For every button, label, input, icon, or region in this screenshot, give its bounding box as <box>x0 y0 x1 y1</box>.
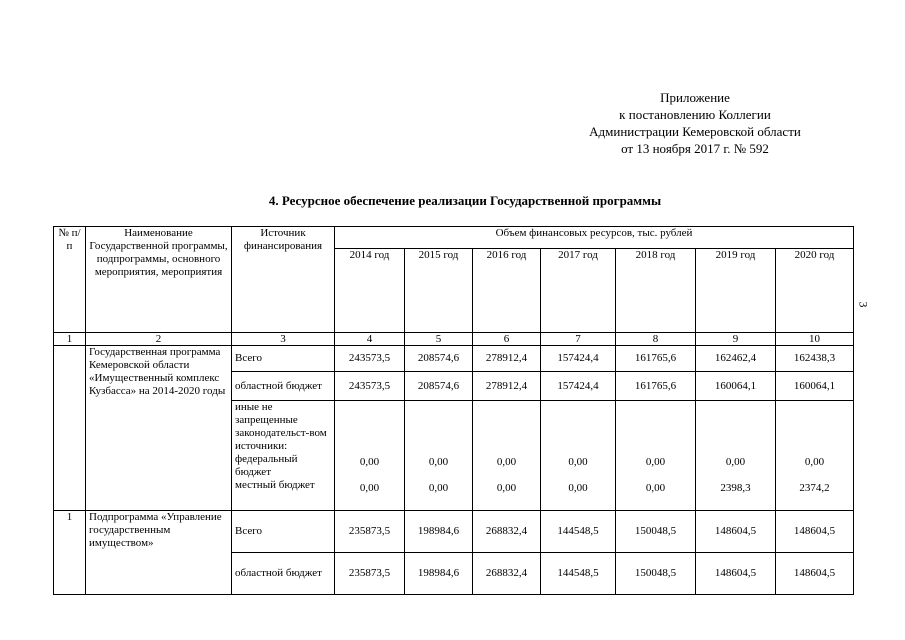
value-cell: 144548,5 <box>541 511 616 553</box>
header-year: 2014 год <box>335 249 405 333</box>
subprogram-no: 1 <box>54 511 86 595</box>
header-year: 2015 год <box>405 249 473 333</box>
value-cell: 278912,4 <box>473 372 541 401</box>
appendix-line: к постановлению Коллегии <box>619 107 771 122</box>
table-row <box>54 346 854 372</box>
value-cell: 198984,6 <box>405 511 473 553</box>
value-cell: 148604,5 <box>696 511 776 553</box>
value-cell: 198984,6 <box>405 553 473 595</box>
appendix-line: Приложение <box>660 90 730 105</box>
column-number: 2 <box>86 333 232 346</box>
column-number: 6 <box>473 333 541 346</box>
header-name: Наименование Государственной программы, подпрограммы, основного мероприятия, мероприятия <box>86 227 232 333</box>
value-cell: 208574,6 <box>405 372 473 401</box>
page-number: 3 <box>856 301 871 308</box>
column-number: 4 <box>335 333 405 346</box>
source-federal-label: федеральный бюджет <box>235 453 298 478</box>
value-cell: 150048,5 <box>616 511 696 553</box>
value-cell: 0,00 <box>645 456 666 468</box>
value-stack-cell <box>541 401 616 511</box>
header-year: 2019 год <box>696 249 776 333</box>
value-stack-cell <box>335 401 405 511</box>
value-cell: 148604,5 <box>776 511 854 553</box>
column-number: 3 <box>232 333 335 346</box>
program-name: Государственная программа Кемеровской области «Имущественный комплекс Кузбасса» на 2014-2020 годы <box>86 346 232 511</box>
value-cell: 0,00 <box>428 456 449 468</box>
value-cell: 235873,5 <box>335 553 405 595</box>
header-source: Источник финансирования <box>232 227 335 333</box>
value-cell: 235873,5 <box>335 511 405 553</box>
value-cell: 160064,1 <box>776 372 854 401</box>
column-number: 10 <box>776 333 854 346</box>
column-number: 7 <box>541 333 616 346</box>
header-volume: Объем финансовых ресурсов, тыс. рублей <box>335 227 854 249</box>
appendix-header <box>560 89 830 157</box>
program-no-cell <box>54 346 86 511</box>
value-cell: 162462,4 <box>696 346 776 372</box>
value-cell: 161765,6 <box>616 372 696 401</box>
value-cell: 0,00 <box>568 482 588 494</box>
value-stack-cell <box>473 401 541 511</box>
table-row <box>54 511 854 553</box>
header-year: 2018 год <box>616 249 696 333</box>
value-cell: 160064,1 <box>696 372 776 401</box>
value-stack-cell <box>616 401 696 511</box>
value-stack-cell <box>405 401 473 511</box>
header-year: 2017 год <box>541 249 616 333</box>
value-cell: 2398,3 <box>720 482 751 494</box>
value-cell: 243573,5 <box>335 372 405 401</box>
value-cell: 0,00 <box>645 482 666 494</box>
column-number: 1 <box>54 333 86 346</box>
value-cell: 268832,4 <box>473 553 541 595</box>
value-cell: 0,00 <box>428 482 449 494</box>
section-title: 4. Ресурсное обеспечение реализации Государственной программы <box>268 193 662 208</box>
value-cell: 0,00 <box>496 456 517 468</box>
source-label: областной бюджет <box>232 372 335 401</box>
value-cell: 0,00 <box>568 456 588 468</box>
value-cell: 161765,6 <box>616 346 696 372</box>
value-cell: 0,00 <box>496 482 517 494</box>
value-cell: 0,00 <box>359 456 380 468</box>
appendix-line: от 13 ноября 2017 г. № 592 <box>621 141 769 156</box>
source-label: областной бюджет <box>232 553 335 595</box>
value-cell: 0,00 <box>359 482 380 494</box>
subprogram-name: Подпрограмма «Управление государственным имуществом» <box>86 511 232 595</box>
resource-table <box>53 226 854 595</box>
value-cell: 148604,5 <box>776 553 854 595</box>
value-cell: 0,00 <box>804 456 825 468</box>
value-cell: 162438,3 <box>776 346 854 372</box>
value-stack-cell <box>696 401 776 511</box>
value-cell: 144548,5 <box>541 553 616 595</box>
source-label-other <box>232 401 335 511</box>
value-cell: 157424,4 <box>541 346 616 372</box>
source-other-intro: иные не запрещенные законодательст-вом источники: <box>235 401 327 452</box>
header-year: 2016 год <box>473 249 541 333</box>
value-cell: 278912,4 <box>473 346 541 372</box>
column-numbers-row <box>54 333 854 346</box>
value-cell: 268832,4 <box>473 511 541 553</box>
column-number: 8 <box>616 333 696 346</box>
value-cell: 157424,4 <box>541 372 616 401</box>
header-year: 2020 год <box>776 249 854 333</box>
header-no: № п/п <box>54 227 86 333</box>
source-label: Всего <box>232 511 335 553</box>
column-number: 5 <box>405 333 473 346</box>
value-cell: 148604,5 <box>696 553 776 595</box>
value-cell: 208574,6 <box>405 346 473 372</box>
source-local-label: местный бюджет <box>235 479 315 491</box>
source-label: Всего <box>232 346 335 372</box>
value-cell: 2374,2 <box>799 482 830 494</box>
value-cell: 0,00 <box>725 456 746 468</box>
value-cell: 243573,5 <box>335 346 405 372</box>
column-number: 9 <box>696 333 776 346</box>
value-cell: 150048,5 <box>616 553 696 595</box>
value-stack-cell <box>776 401 854 511</box>
appendix-line: Администрации Кемеровской области <box>589 124 801 139</box>
